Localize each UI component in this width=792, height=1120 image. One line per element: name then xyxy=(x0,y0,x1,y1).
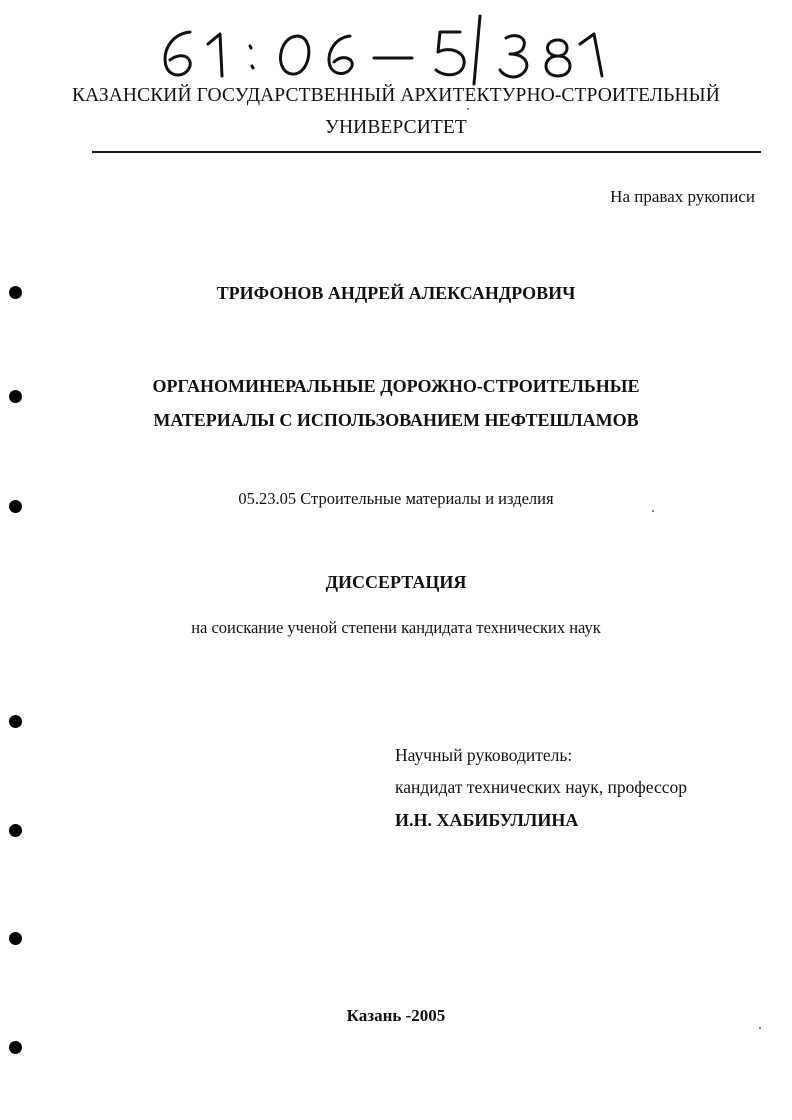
manuscript-rights-note: На правах рукописи xyxy=(610,187,755,206)
supervisor-rank: кандидат технических наук, профессор xyxy=(395,777,687,797)
document-type: ДИССЕРТАЦИЯ xyxy=(325,572,467,592)
punch-hole xyxy=(9,390,22,403)
dissertation-title-line1: ОРГАНОМИНЕРАЛЬНЫЕ ДОРОЖНО-СТРОИТЕЛЬНЫЕ xyxy=(152,376,640,396)
dissertation-title-line2: МАТЕРИАЛЫ С ИСПОЛЬЗОВАНИЕМ НЕФТЕШЛАМОВ xyxy=(153,410,639,430)
city-year: Казань -2005 xyxy=(346,1006,446,1025)
university-name-line1: КАЗАНСКИЙ ГОСУДАРСТВЕННЫЙ АРХИТЕКТУРНО-СТРОИТЕЛЬНЫЙ xyxy=(72,85,720,106)
supervisor-label: Научный руководитель: xyxy=(395,745,573,765)
university-name-line2: УНИВЕРСИТЕТ xyxy=(325,117,467,138)
punch-hole xyxy=(9,715,22,728)
punch-hole xyxy=(9,824,22,837)
specialty-code: 05.23.05 Строительные материалы и изделия xyxy=(238,489,554,508)
supervisor-name: И.Н. ХАБИБУЛЛИНА xyxy=(395,810,579,830)
punch-hole xyxy=(9,932,22,945)
handwritten-archive-number xyxy=(150,10,630,90)
scan-speck xyxy=(652,510,654,512)
punch-hole xyxy=(9,286,22,299)
degree-statement: на соискание ученой степени кандидата технических наук xyxy=(191,618,601,637)
author-name: ТРИФОНОВ АНДРЕЙ АЛЕКСАНДРОВИЧ xyxy=(216,283,576,303)
scan-speck xyxy=(759,1027,761,1029)
scan-speck xyxy=(467,108,469,110)
punch-hole xyxy=(9,1041,22,1054)
punch-hole xyxy=(9,500,22,513)
header-divider xyxy=(92,151,761,153)
